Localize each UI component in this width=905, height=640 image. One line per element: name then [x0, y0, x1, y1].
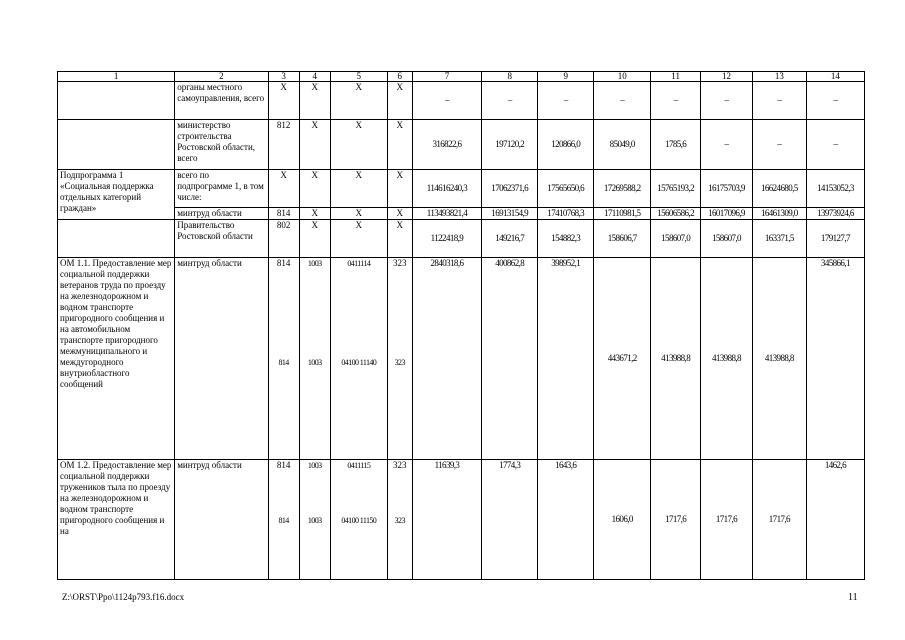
footer-file-path: Z:\ORST\Ppo\1124p793.f16.docx	[62, 592, 185, 602]
value-cell: 154882,3	[538, 220, 594, 258]
value-cell: 17110981,5	[594, 208, 651, 220]
vr-cell: Х	[387, 170, 412, 208]
rzpr-cell: Х	[299, 220, 330, 258]
value-cell: 197120,2	[482, 120, 538, 170]
executor-cell: Правительство Ростовской области	[175, 220, 268, 258]
grbs-cell	[268, 460, 299, 580]
header-cell: 14	[806, 72, 864, 82]
header-row	[58, 72, 865, 82]
program-cell: Подпрограмма 1 «Социальная поддержка отдельных категорий граждан»	[58, 170, 175, 220]
rzpr-cell	[299, 258, 330, 460]
csr-cell	[330, 258, 387, 460]
value-cell: 1643,6	[538, 460, 594, 580]
value-cell: 413988,8	[752, 258, 806, 460]
table-row	[58, 170, 865, 208]
value-cell: 1122418,9	[412, 220, 481, 258]
value-cell: –	[752, 82, 806, 120]
program-cell: ОМ 1.1. Предоставление мер социальной поддержки ветеранов труда по проезду на железнодорожном и водном транспорте пригородного сообщения и на автомобильном транспорте пригородного межмуниципального и междугородного внутриобластного сообщений	[58, 258, 175, 460]
page-number: 11	[848, 592, 858, 603]
rzpr-cell: Х	[299, 82, 330, 120]
value-cell: 15765193,2	[651, 170, 701, 208]
csr-code-new: 04100 11150	[341, 516, 377, 525]
rzpr-code-new: 1003	[307, 358, 322, 367]
value-cell: –	[412, 82, 481, 120]
header-cell: 7	[412, 72, 481, 82]
value-cell: 2840318,6	[412, 258, 481, 460]
program-cell	[58, 220, 175, 258]
csr-cell	[330, 460, 387, 580]
value-cell: 114616240,3	[412, 170, 481, 208]
table-row	[58, 120, 865, 170]
header-cell: 5	[330, 72, 387, 82]
value-cell: 17410768,3	[538, 208, 594, 220]
value-cell: –	[482, 82, 538, 120]
value-cell: –	[701, 82, 753, 120]
value-cell: 413988,8	[651, 258, 701, 460]
header-cell: 6	[387, 72, 412, 82]
vr-cell: Х	[387, 220, 412, 258]
value-cell: –	[538, 82, 594, 120]
value-cell: –	[594, 82, 651, 120]
value-cell: 179127,7	[806, 220, 864, 258]
grbs-cell	[268, 258, 299, 460]
value-cell: 1774,3	[482, 460, 538, 580]
value-cell: 14153052,3	[806, 170, 864, 208]
value-cell: 158607,0	[701, 220, 753, 258]
value-cell: 17062371,6	[482, 170, 538, 208]
executor-cell: минтруд области	[175, 460, 268, 580]
value-cell: 16017096,9	[701, 208, 753, 220]
value-cell: 1717,6	[752, 460, 806, 580]
csr-cell: Х	[330, 120, 387, 170]
value-cell: 1717,6	[701, 460, 753, 580]
header-cell: 3	[268, 72, 299, 82]
vr-cell: Х	[387, 120, 412, 170]
header-cell: 12	[701, 72, 753, 82]
vr-code: 323	[393, 258, 407, 268]
value-cell: 158607,0	[651, 220, 701, 258]
executor-cell: органы местного самоуправления, всего	[175, 82, 268, 120]
value-cell: 400862,8	[482, 258, 538, 460]
value-cell: 1606,0	[594, 460, 651, 580]
value-cell: 16624680,5	[752, 170, 806, 208]
table-row	[58, 258, 865, 460]
table-row	[58, 460, 865, 580]
grbs-code: 814	[276, 460, 291, 470]
executor-cell: минтруд области	[175, 258, 268, 460]
grbs-cell: 802	[268, 220, 299, 258]
value-cell: 316822,6	[412, 120, 481, 170]
header-cell: 1	[58, 72, 175, 82]
value-cell: 163371,5	[752, 220, 806, 258]
executor-cell: всего по подпрограмме 1, в том числе:	[175, 170, 268, 208]
value-cell: 85049,0	[594, 120, 651, 170]
value-cell: 13973924,6	[806, 208, 864, 220]
value-cell: 1462,6	[806, 460, 864, 580]
header-cell: 8	[482, 72, 538, 82]
vr-cell: Х	[387, 82, 412, 120]
value-cell: 158606,7	[594, 220, 651, 258]
csr-cell: Х	[330, 208, 387, 220]
vr-cell	[387, 460, 412, 580]
rzpr-code-new: 1003	[307, 516, 322, 525]
table-row	[58, 82, 865, 120]
program-cell	[58, 120, 175, 170]
csr-cell: Х	[330, 170, 387, 208]
grbs-code: 814	[276, 258, 291, 268]
rzpr-code: 1003	[307, 259, 322, 268]
value-cell: –	[651, 82, 701, 120]
rzpr-code: 1003	[307, 461, 322, 470]
value-cell: 413988,8	[701, 258, 753, 460]
header-cell: 13	[752, 72, 806, 82]
program-cell: ОМ 1.2. Предоставление мер социальной поддержки тружеников тыла по проезду на железнодорожном и водном транспорте пригородного сообщения и на	[58, 460, 175, 580]
header-cell: 9	[538, 72, 594, 82]
value-cell: 113493821,4	[412, 208, 481, 220]
value-cell: 398952,1	[538, 258, 594, 460]
value-cell: 120866,0	[538, 120, 594, 170]
value-cell: 15606586,2	[651, 208, 701, 220]
grbs-code-new: 814	[278, 358, 289, 367]
vr-code-new: 323	[394, 358, 405, 367]
value-cell: 1717,6	[651, 460, 701, 580]
grbs-code-new: 814	[278, 516, 289, 525]
value-cell: –	[806, 120, 864, 170]
value-cell: 16913154,9	[482, 208, 538, 220]
grbs-cell: Х	[268, 170, 299, 208]
table-row	[58, 220, 865, 258]
value-cell: 16461309,0	[752, 208, 806, 220]
grbs-cell: Х	[268, 82, 299, 120]
csr-code: 0411115	[347, 461, 371, 470]
header-cell: 11	[651, 72, 701, 82]
vr-cell	[387, 258, 412, 460]
rzpr-cell	[299, 460, 330, 580]
header-cell: 4	[299, 72, 330, 82]
value-cell: 443671,2	[594, 258, 651, 460]
value-cell: 17269588,2	[594, 170, 651, 208]
rzpr-cell: Х	[299, 208, 330, 220]
csr-cell: Х	[330, 220, 387, 258]
grbs-cell: 814	[268, 208, 299, 220]
header-cell: 2	[175, 72, 268, 82]
value-cell: 11639,3	[412, 460, 481, 580]
value-cell: –	[752, 120, 806, 170]
table-row	[58, 208, 865, 220]
rzpr-cell: Х	[299, 170, 330, 208]
vr-code: 323	[393, 460, 407, 470]
value-cell: 149216,7	[482, 220, 538, 258]
value-cell: 345866,1	[806, 258, 864, 460]
value-cell: –	[806, 82, 864, 120]
value-cell: –	[701, 120, 753, 170]
grbs-cell: 812	[268, 120, 299, 170]
vr-code-new: 323	[394, 516, 405, 525]
rzpr-cell: Х	[299, 120, 330, 170]
header-cell: 10	[594, 72, 651, 82]
executor-cell: министерство строительства Ростовской области, всего	[175, 120, 268, 170]
budget-table	[57, 71, 865, 580]
value-cell: 17565650,6	[538, 170, 594, 208]
program-cell	[58, 82, 175, 120]
vr-cell: Х	[387, 208, 412, 220]
executor-cell: минтруд области	[175, 208, 268, 220]
csr-code-new: 04100 11140	[341, 358, 377, 367]
csr-code: 0411114	[347, 259, 371, 268]
value-cell: 1785,6	[651, 120, 701, 170]
value-cell: 16175703,9	[701, 170, 753, 208]
csr-cell: Х	[330, 82, 387, 120]
